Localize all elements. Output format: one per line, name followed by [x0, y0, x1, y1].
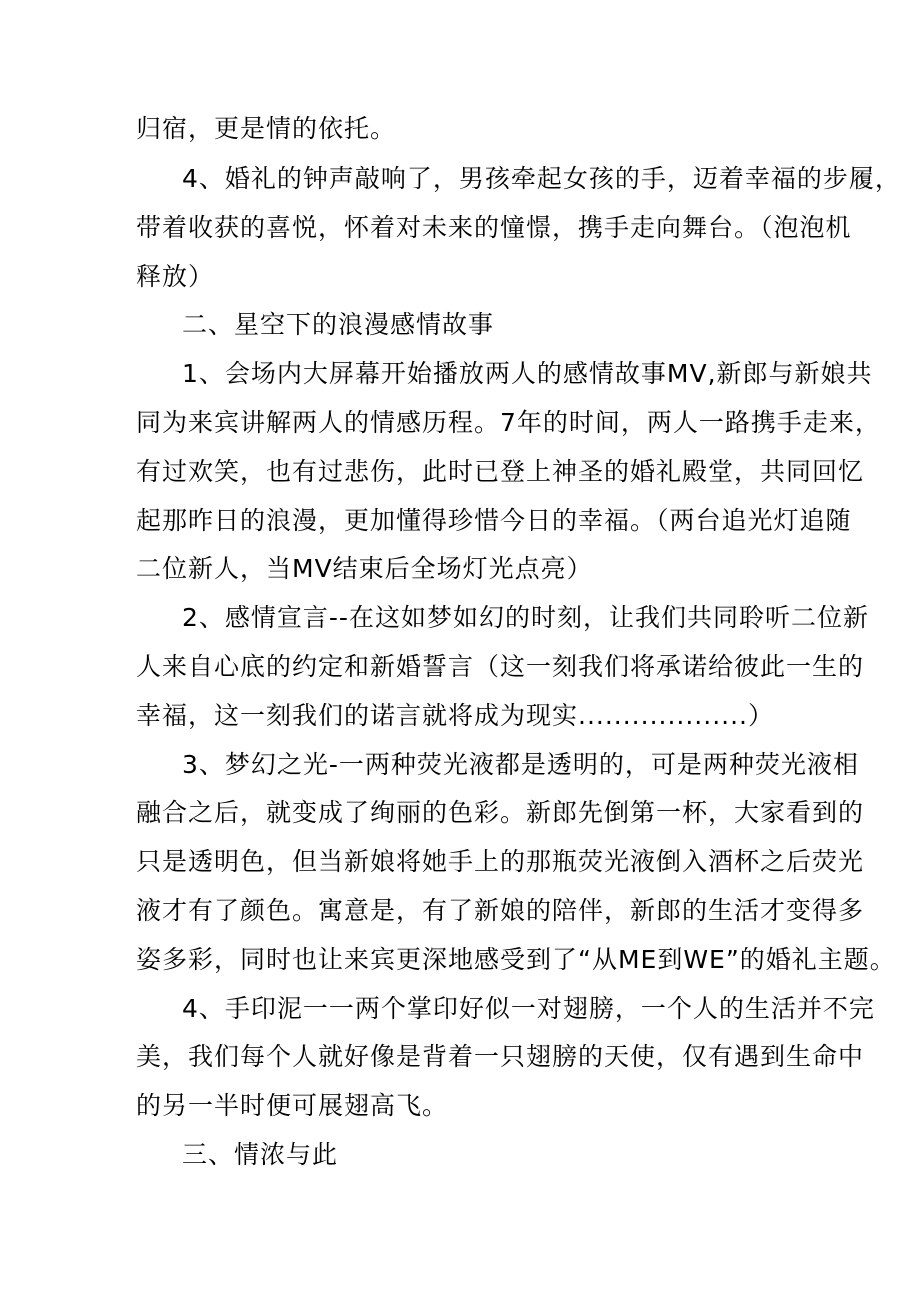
text-line-7: 同为来宾讲解两人的情感历程。7年的时间，两人一路携手走来， — [136, 408, 881, 437]
text-line-21: 的另一半时便可展翅高飞。 — [136, 1091, 449, 1120]
text-line-10: 二位新人，当MV结束后全场灯光点亮） — [136, 554, 593, 583]
text-line-15: 融合之后，就变成了绚丽的色彩。新郎先倒第一杯，大家看到的 — [136, 798, 865, 827]
text-line-9: 起那昨日的浪漫，更加懂得珍惜今日的幸福。（两台追光灯追随 — [136, 506, 852, 535]
text-line-6: 1、会场内大屏幕开始播放两人的感情故事MV,新郎与新娘共 — [182, 359, 873, 388]
section-heading-3: 三、情浓与此 — [182, 1140, 339, 1169]
text-line-4: 释放） — [136, 262, 215, 291]
text-line-1: 归宿，更是情的依托。 — [136, 114, 397, 143]
text-line-3: 带着收获的喜悦，怀着对未来的憧憬，携手走向舞台。（泡泡机 — [136, 213, 852, 242]
text-line-16: 只是透明色，但当新娘将她手上的那瓶荧光液倒入酒杯之后荧光 — [136, 847, 865, 876]
text-line-8: 有过欢笑，也有过悲伤，此时已登上神圣的婚礼殿堂，共同回忆 — [136, 457, 865, 486]
text-line-18: 姿多彩，同时也让来宾更深地感受到了“从ME到WE”的婚礼主题。 — [136, 945, 896, 974]
text-line-12: 人来自心底的约定和新婚誓言（这一刻我们将承诺给彼此一生的 — [136, 652, 865, 681]
text-line-13: 幸福，这一刻我们的诺言就将成为现实...................） — [136, 701, 774, 730]
text-line-14: 3、梦幻之光-一两种荧光液都是透明的，可是两种荧光液相 — [182, 750, 859, 779]
text-line-19: 4、手印泥一一两个掌印好似一对翅膀，一个人的生活并不完 — [182, 994, 875, 1023]
text-line-2: 4、婚礼的钟声敲响了，男孩牵起女孩的手，迈着幸福的步履， — [182, 164, 901, 193]
text-line-17: 液才有了颜色。寓意是，有了新娘的陪伴，新郎的生活才变得多 — [136, 896, 865, 925]
section-heading-2: 二、星空下的浪漫感情故事 — [182, 310, 495, 339]
text-line-20: 美，我们每个人就好像是背着一只翅膀的天使，仅有遇到生命中 — [136, 1042, 865, 1071]
text-line-11: 2、感情宣言--在这如梦如幻的时刻，让我们共同聆听二位新 — [182, 603, 869, 632]
